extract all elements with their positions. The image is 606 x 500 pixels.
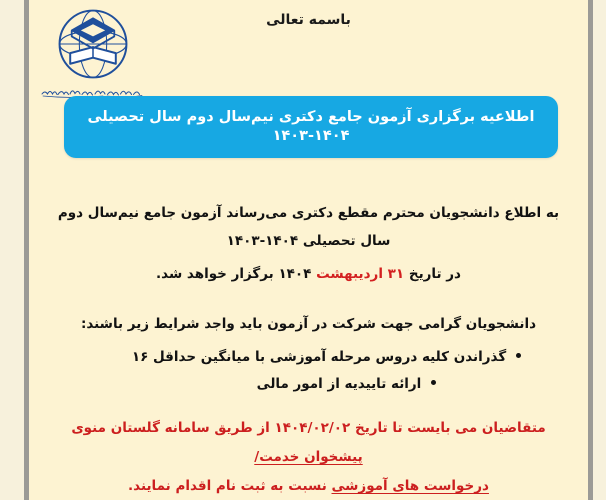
condition-label: گذراندن کلیه دروس مرحله آموزشی با میانگین حداقل ۱۶	[131, 349, 507, 366]
conditions-heading: دانشجویان گرامی جهت شرکت در آزمون باید واجد شرایط زیر باشند:	[80, 316, 537, 333]
exam-date-highlight: ۳۱ اردیبهشت	[316, 266, 405, 283]
footer-menu-path-2: درخواست های آموزشی	[331, 478, 489, 495]
document-sheet	[29, 0, 588, 500]
footer-text-part-1: متقاضیان می بایست تا تاریخ ۱۴۰۴/۰۲/۰۲ از طریق سامانه گلستان منوی	[71, 420, 546, 436]
registration-instructions	[43, 414, 574, 500]
exam-date-prefix: در تاریخ	[404, 266, 461, 283]
exam-date-suffix: ۱۴۰۴ برگزار خواهد شد.	[156, 266, 317, 283]
body-paragraph-2	[41, 261, 576, 289]
body-paragraph-1: به اطلاع دانشجویان محترم مقطع دکتری می‌رساند آزمون جامع نیم‌سال دوم سال تحصیلی ۱۴۰۴-۱۴۰۳	[57, 205, 560, 249]
page-edge-left	[0, 0, 24, 500]
footer-menu-path-1: پیشخوان خدمت/	[254, 449, 363, 466]
bullet-icon	[431, 380, 436, 385]
conditions-list	[41, 344, 576, 398]
gutter-rule-right	[588, 0, 593, 500]
condition-label: ارائه تاییدیه از امور مالی	[256, 376, 422, 393]
footer-text-part-2: نسبت به ثبت نام اقدام نمایند.	[128, 478, 332, 495]
basmala-heading: باسمه تعالی	[266, 12, 351, 28]
announcement-body	[41, 200, 576, 398]
list-item	[41, 371, 576, 398]
announcement-banner	[64, 96, 558, 158]
footer-line-2	[43, 472, 574, 500]
announcement-title: اطلاعیه برگزاری آزمون جامع دکتری نیم‌سال دوم سال تحصیلی ۱۴۰۴-۱۴۰۳	[87, 109, 535, 144]
bullet-icon	[516, 353, 521, 358]
list-item	[41, 344, 576, 371]
